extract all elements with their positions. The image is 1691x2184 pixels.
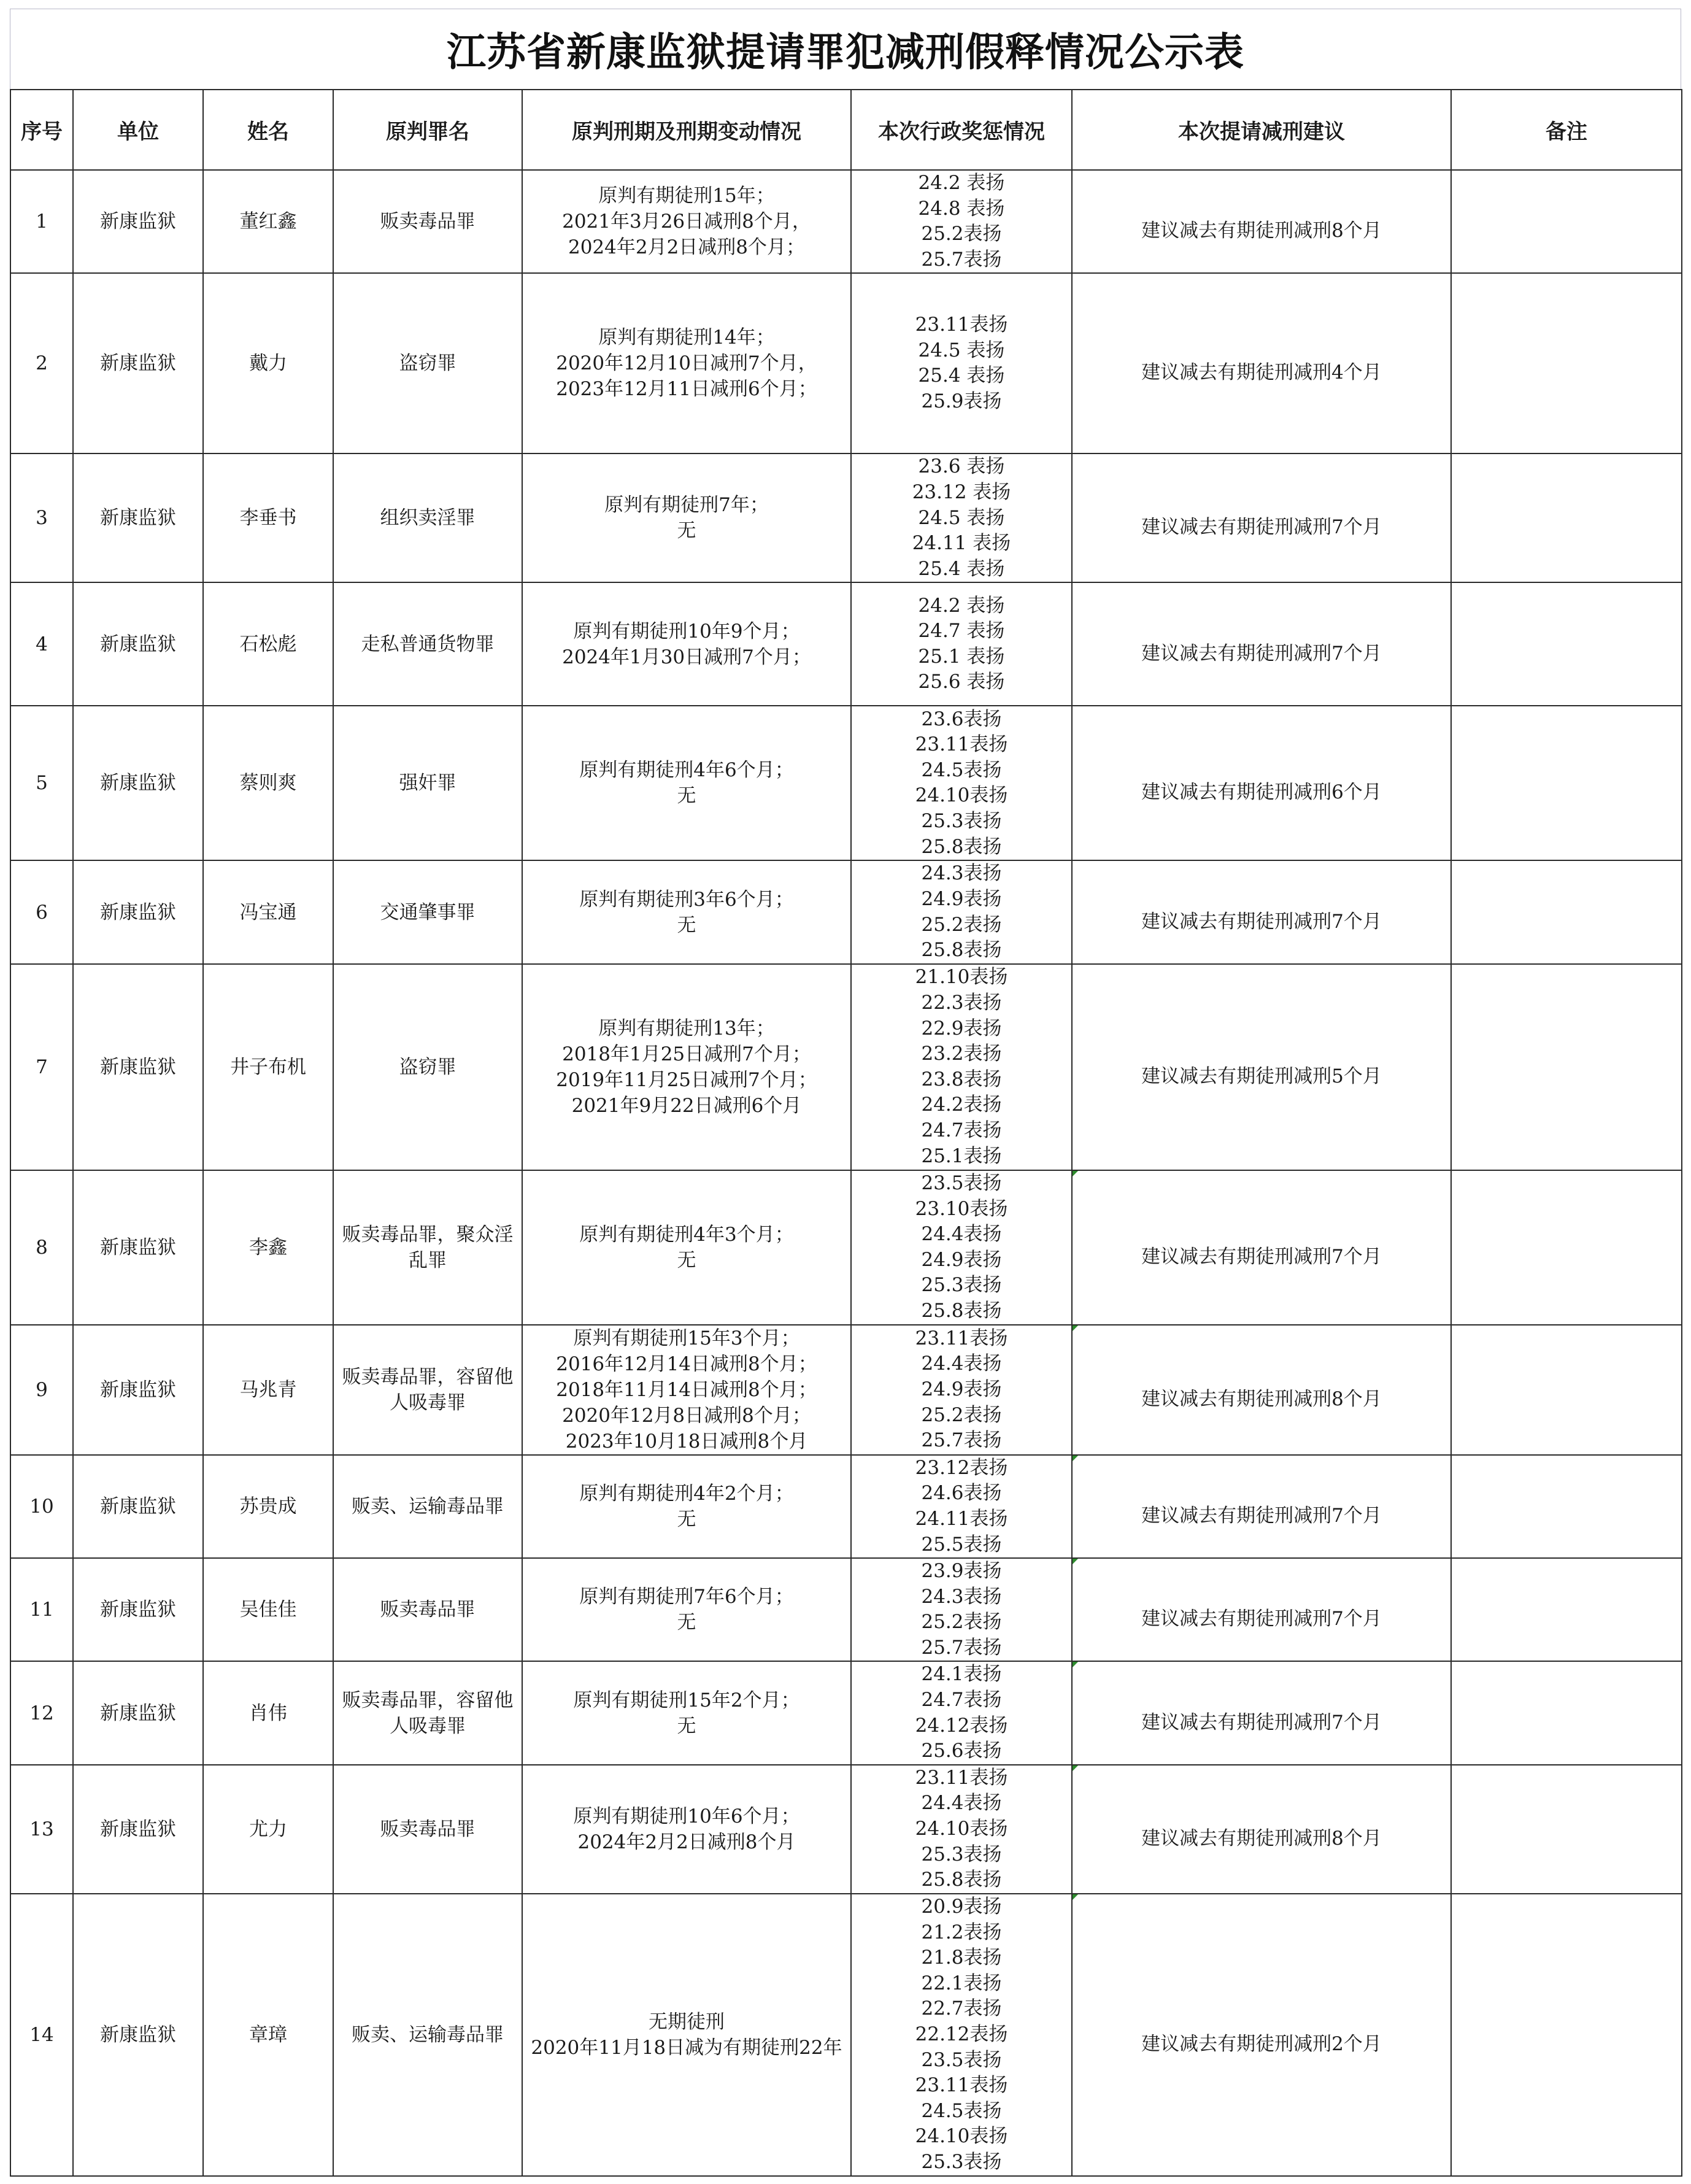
cell-name: 李鑫 — [203, 1170, 333, 1325]
cell-note — [1451, 170, 1682, 273]
cell-name: 蔡则爽 — [203, 706, 333, 860]
cell-crime: 贩卖毒品罪 — [333, 1558, 522, 1661]
cell-recommendation: 建议减去有期徒刑减刑8个月 — [1072, 170, 1451, 273]
cell-name: 苏贵成 — [203, 1455, 333, 1558]
cell-sentence: 原判有期徒刑4年6个月； 无 — [522, 706, 851, 860]
table-row — [10, 1170, 1682, 1325]
header-cell-note: 备注 — [1451, 90, 1682, 170]
table-row — [10, 1894, 1682, 2176]
header-cell-crime: 原判罪名 — [333, 90, 522, 170]
cell-crime: 贩卖毒品罪，容留他人吸毒罪 — [333, 1661, 522, 1764]
cell-recommendation: 建议减去有期徒刑减刑2个月 — [1072, 1894, 1451, 2176]
cell-indicator-icon — [1073, 1171, 1078, 1176]
cell-no: 12 — [10, 1661, 73, 1764]
page-title: 江苏省新康监狱提请罪犯减刑假释情况公示表 — [447, 30, 1244, 75]
cell-sentence: 原判有期徒刑3年6个月； 无 — [522, 860, 851, 963]
cell-no: 3 — [10, 453, 73, 582]
cell-awards: 23.9表扬 24.3表扬 25.2表扬 25.7表扬 — [851, 1558, 1072, 1661]
cell-note — [1451, 273, 1682, 453]
cell-crime: 贩卖毒品罪 — [333, 1765, 522, 1894]
cell-awards: 23.11表扬 24.5 表扬 25.4 表扬 25.9表扬 — [851, 273, 1072, 453]
header-cell-unit: 单位 — [73, 90, 203, 170]
cell-note — [1451, 1661, 1682, 1764]
cell-crime: 组织卖淫罪 — [333, 453, 522, 582]
cell-unit: 新康监狱 — [73, 860, 203, 963]
cell-name: 吴佳佳 — [203, 1558, 333, 1661]
cell-name: 董红鑫 — [203, 170, 333, 273]
cell-note — [1451, 706, 1682, 860]
cell-awards: 21.10表扬 22.3表扬 22.9表扬 23.2表扬 23.8表扬 24.2表扬 24.7表扬 25.1表扬 — [851, 964, 1072, 1170]
cell-sentence: 原判有期徒刑15年3个月； 2016年12月14日减刑8个月； 2018年11月14日减刑8个月； 2020年12月8日减刑8个月； 2023年10月18日减刑8个月 — [522, 1325, 851, 1455]
cell-sentence: 原判有期徒刑7年； 无 — [522, 453, 851, 582]
table-row — [10, 273, 1682, 453]
cell-note — [1451, 1765, 1682, 1894]
cell-note — [1451, 1325, 1682, 1455]
cell-crime: 走私普通货物罪 — [333, 582, 522, 706]
cell-name: 章璋 — [203, 1894, 333, 2176]
cell-crime: 盗窃罪 — [333, 964, 522, 1170]
cell-awards: 24.2 表扬 24.8 表扬 25.2表扬 25.7表扬 — [851, 170, 1072, 273]
cell-sentence: 无期徒刑 2020年11月18日减为有期徒刑22年 — [522, 1894, 851, 2176]
cell-sentence: 原判有期徒刑7年6个月； 无 — [522, 1558, 851, 1661]
header-cell-name: 姓名 — [203, 90, 333, 170]
cell-awards: 24.1表扬 24.7表扬 24.12表扬 25.6表扬 — [851, 1661, 1072, 1764]
table-row — [10, 706, 1682, 860]
cell-recommendation: 建议减去有期徒刑减刑7个月 — [1072, 1455, 1451, 1558]
cell-awards: 23.6 表扬 23.12 表扬 24.5 表扬 24.11 表扬 25.4 表扬 — [851, 453, 1072, 582]
cell-sentence: 原判有期徒刑13年； 2018年1月25日减刑7个月； 2019年11月25日减刑7个月； 2021年9月22日减刑6个月 — [522, 964, 851, 1170]
cell-unit: 新康监狱 — [73, 1558, 203, 1661]
cell-note — [1451, 964, 1682, 1170]
table-body — [10, 170, 1682, 2176]
cell-unit: 新康监狱 — [73, 582, 203, 706]
cell-recommendation: 建议减去有期徒刑减刑7个月 — [1072, 860, 1451, 963]
cell-no: 9 — [10, 1325, 73, 1455]
cell-sentence: 原判有期徒刑10年6个月； 2024年2月2日减刑8个月 — [522, 1765, 851, 1894]
cell-name: 肖伟 — [203, 1661, 333, 1764]
table-row — [10, 582, 1682, 706]
cell-note — [1451, 1894, 1682, 2176]
cell-no: 2 — [10, 273, 73, 453]
cell-indicator-icon — [1073, 1894, 1078, 1900]
cell-sentence: 原判有期徒刑14年； 2020年12月10日减刑7个月， 2023年12月11日减刑6个月； — [522, 273, 851, 453]
cell-recommendation: 建议减去有期徒刑减刑6个月 — [1072, 706, 1451, 860]
cell-recommendation: 建议减去有期徒刑减刑8个月 — [1072, 1325, 1451, 1455]
cell-no: 8 — [10, 1170, 73, 1325]
cell-name: 尤力 — [203, 1765, 333, 1894]
cell-sentence: 原判有期徒刑10年9个月； 2024年1月30日减刑7个月； — [522, 582, 851, 706]
cell-unit: 新康监狱 — [73, 1894, 203, 2176]
cell-awards: 23.12表扬 24.6表扬 24.11表扬 25.5表扬 — [851, 1455, 1072, 1558]
cell-unit: 新康监狱 — [73, 1765, 203, 1894]
table-row — [10, 1765, 1682, 1894]
cell-unit: 新康监狱 — [73, 1455, 203, 1558]
cell-no: 13 — [10, 1765, 73, 1894]
cell-crime: 贩卖毒品罪，聚众淫乱罪 — [333, 1170, 522, 1325]
header-cell-recommendation: 本次提请减刑建议 — [1072, 90, 1451, 170]
cell-crime: 盗窃罪 — [333, 273, 522, 453]
cell-crime: 贩卖、运输毒品罪 — [333, 1455, 522, 1558]
data-table — [10, 89, 1682, 2177]
cell-indicator-icon — [1073, 1325, 1078, 1331]
cell-no: 4 — [10, 582, 73, 706]
cell-unit: 新康监狱 — [73, 1325, 203, 1455]
title-box — [10, 9, 1681, 89]
cell-sentence: 原判有期徒刑15年2个月； 无 — [522, 1661, 851, 1764]
cell-no: 7 — [10, 964, 73, 1170]
cell-awards: 24.3表扬 24.9表扬 25.2表扬 25.8表扬 — [851, 860, 1072, 963]
cell-awards: 24.2 表扬 24.7 表扬 25.1 表扬 25.6 表扬 — [851, 582, 1072, 706]
table-row — [10, 1661, 1682, 1764]
cell-recommendation: 建议减去有期徒刑减刑4个月 — [1072, 273, 1451, 453]
cell-indicator-icon — [1073, 1559, 1078, 1564]
cell-recommendation: 建议减去有期徒刑减刑7个月 — [1072, 453, 1451, 582]
cell-crime: 贩卖毒品罪 — [333, 170, 522, 273]
cell-crime: 贩卖毒品罪，容留他人吸毒罪 — [333, 1325, 522, 1455]
cell-note — [1451, 860, 1682, 963]
cell-recommendation: 建议减去有期徒刑减刑7个月 — [1072, 1558, 1451, 1661]
cell-note — [1451, 1170, 1682, 1325]
cell-name: 石松彪 — [203, 582, 333, 706]
cell-sentence: 原判有期徒刑15年； 2021年3月26日减刑8个月， 2024年2月2日减刑8个月； — [522, 170, 851, 273]
cell-unit: 新康监狱 — [73, 706, 203, 860]
cell-no: 6 — [10, 860, 73, 963]
cell-unit: 新康监狱 — [73, 170, 203, 273]
cell-indicator-icon — [1073, 1456, 1078, 1461]
cell-unit: 新康监狱 — [73, 1170, 203, 1325]
cell-crime: 强奸罪 — [333, 706, 522, 860]
table-row — [10, 1455, 1682, 1558]
cell-awards: 23.5表扬 23.10表扬 24.4表扬 24.9表扬 25.3表扬 25.8表扬 — [851, 1170, 1072, 1325]
cell-no: 5 — [10, 706, 73, 860]
table-row — [10, 1558, 1682, 1661]
cell-unit: 新康监狱 — [73, 964, 203, 1170]
header-cell-sentence: 原判刑期及刑期变动情况 — [522, 90, 851, 170]
cell-note — [1451, 1455, 1682, 1558]
cell-name: 戴力 — [203, 273, 333, 453]
header-cell-awards: 本次行政奖惩情况 — [851, 90, 1072, 170]
cell-recommendation: 建议减去有期徒刑减刑7个月 — [1072, 1661, 1451, 1764]
cell-awards: 23.6表扬 23.11表扬 24.5表扬 24.10表扬 25.3表扬 25.8表扬 — [851, 706, 1072, 860]
cell-recommendation: 建议减去有期徒刑减刑7个月 — [1072, 1170, 1451, 1325]
cell-name: 马兆青 — [203, 1325, 333, 1455]
cell-unit: 新康监狱 — [73, 273, 203, 453]
cell-unit: 新康监狱 — [73, 453, 203, 582]
cell-indicator-icon — [1073, 1662, 1078, 1667]
cell-recommendation: 建议减去有期徒刑减刑8个月 — [1072, 1765, 1451, 1894]
cell-awards: 23.11表扬 24.4表扬 24.9表扬 25.2表扬 25.7表扬 — [851, 1325, 1072, 1455]
cell-name: 李垂书 — [203, 453, 333, 582]
table-row — [10, 1325, 1682, 1455]
cell-awards: 23.11表扬 24.4表扬 24.10表扬 25.3表扬 25.8表扬 — [851, 1765, 1072, 1894]
header-cell-no: 序号 — [10, 90, 73, 170]
table-row — [10, 170, 1682, 273]
cell-unit: 新康监狱 — [73, 1661, 203, 1764]
cell-recommendation: 建议减去有期徒刑减刑5个月 — [1072, 964, 1451, 1170]
cell-note — [1451, 582, 1682, 706]
cell-no: 14 — [10, 1894, 73, 2176]
cell-name: 井子布机 — [203, 964, 333, 1170]
cell-recommendation: 建议减去有期徒刑减刑7个月 — [1072, 582, 1451, 706]
header-row — [10, 90, 1682, 170]
cell-note — [1451, 1558, 1682, 1661]
cell-no: 11 — [10, 1558, 73, 1661]
cell-sentence: 原判有期徒刑4年3个月； 无 — [522, 1170, 851, 1325]
cell-note — [1451, 453, 1682, 582]
cell-indicator-icon — [1073, 1765, 1078, 1771]
cell-name: 冯宝通 — [203, 860, 333, 963]
cell-awards: 20.9表扬 21.2表扬 21.8表扬 22.1表扬 22.7表扬 22.12表扬 23.5表扬 23.11表扬 24.5表扬 24.10表扬 25.3表扬 — [851, 1894, 1072, 2176]
cell-crime: 贩卖、运输毒品罪 — [333, 1894, 522, 2176]
cell-sentence: 原判有期徒刑4年2个月； 无 — [522, 1455, 851, 1558]
cell-no: 10 — [10, 1455, 73, 1558]
table-row — [10, 964, 1682, 1170]
sheet — [10, 9, 1681, 2177]
cell-crime: 交通肇事罪 — [333, 860, 522, 963]
cell-no: 1 — [10, 170, 73, 273]
table-row — [10, 860, 1682, 963]
table-row — [10, 453, 1682, 582]
